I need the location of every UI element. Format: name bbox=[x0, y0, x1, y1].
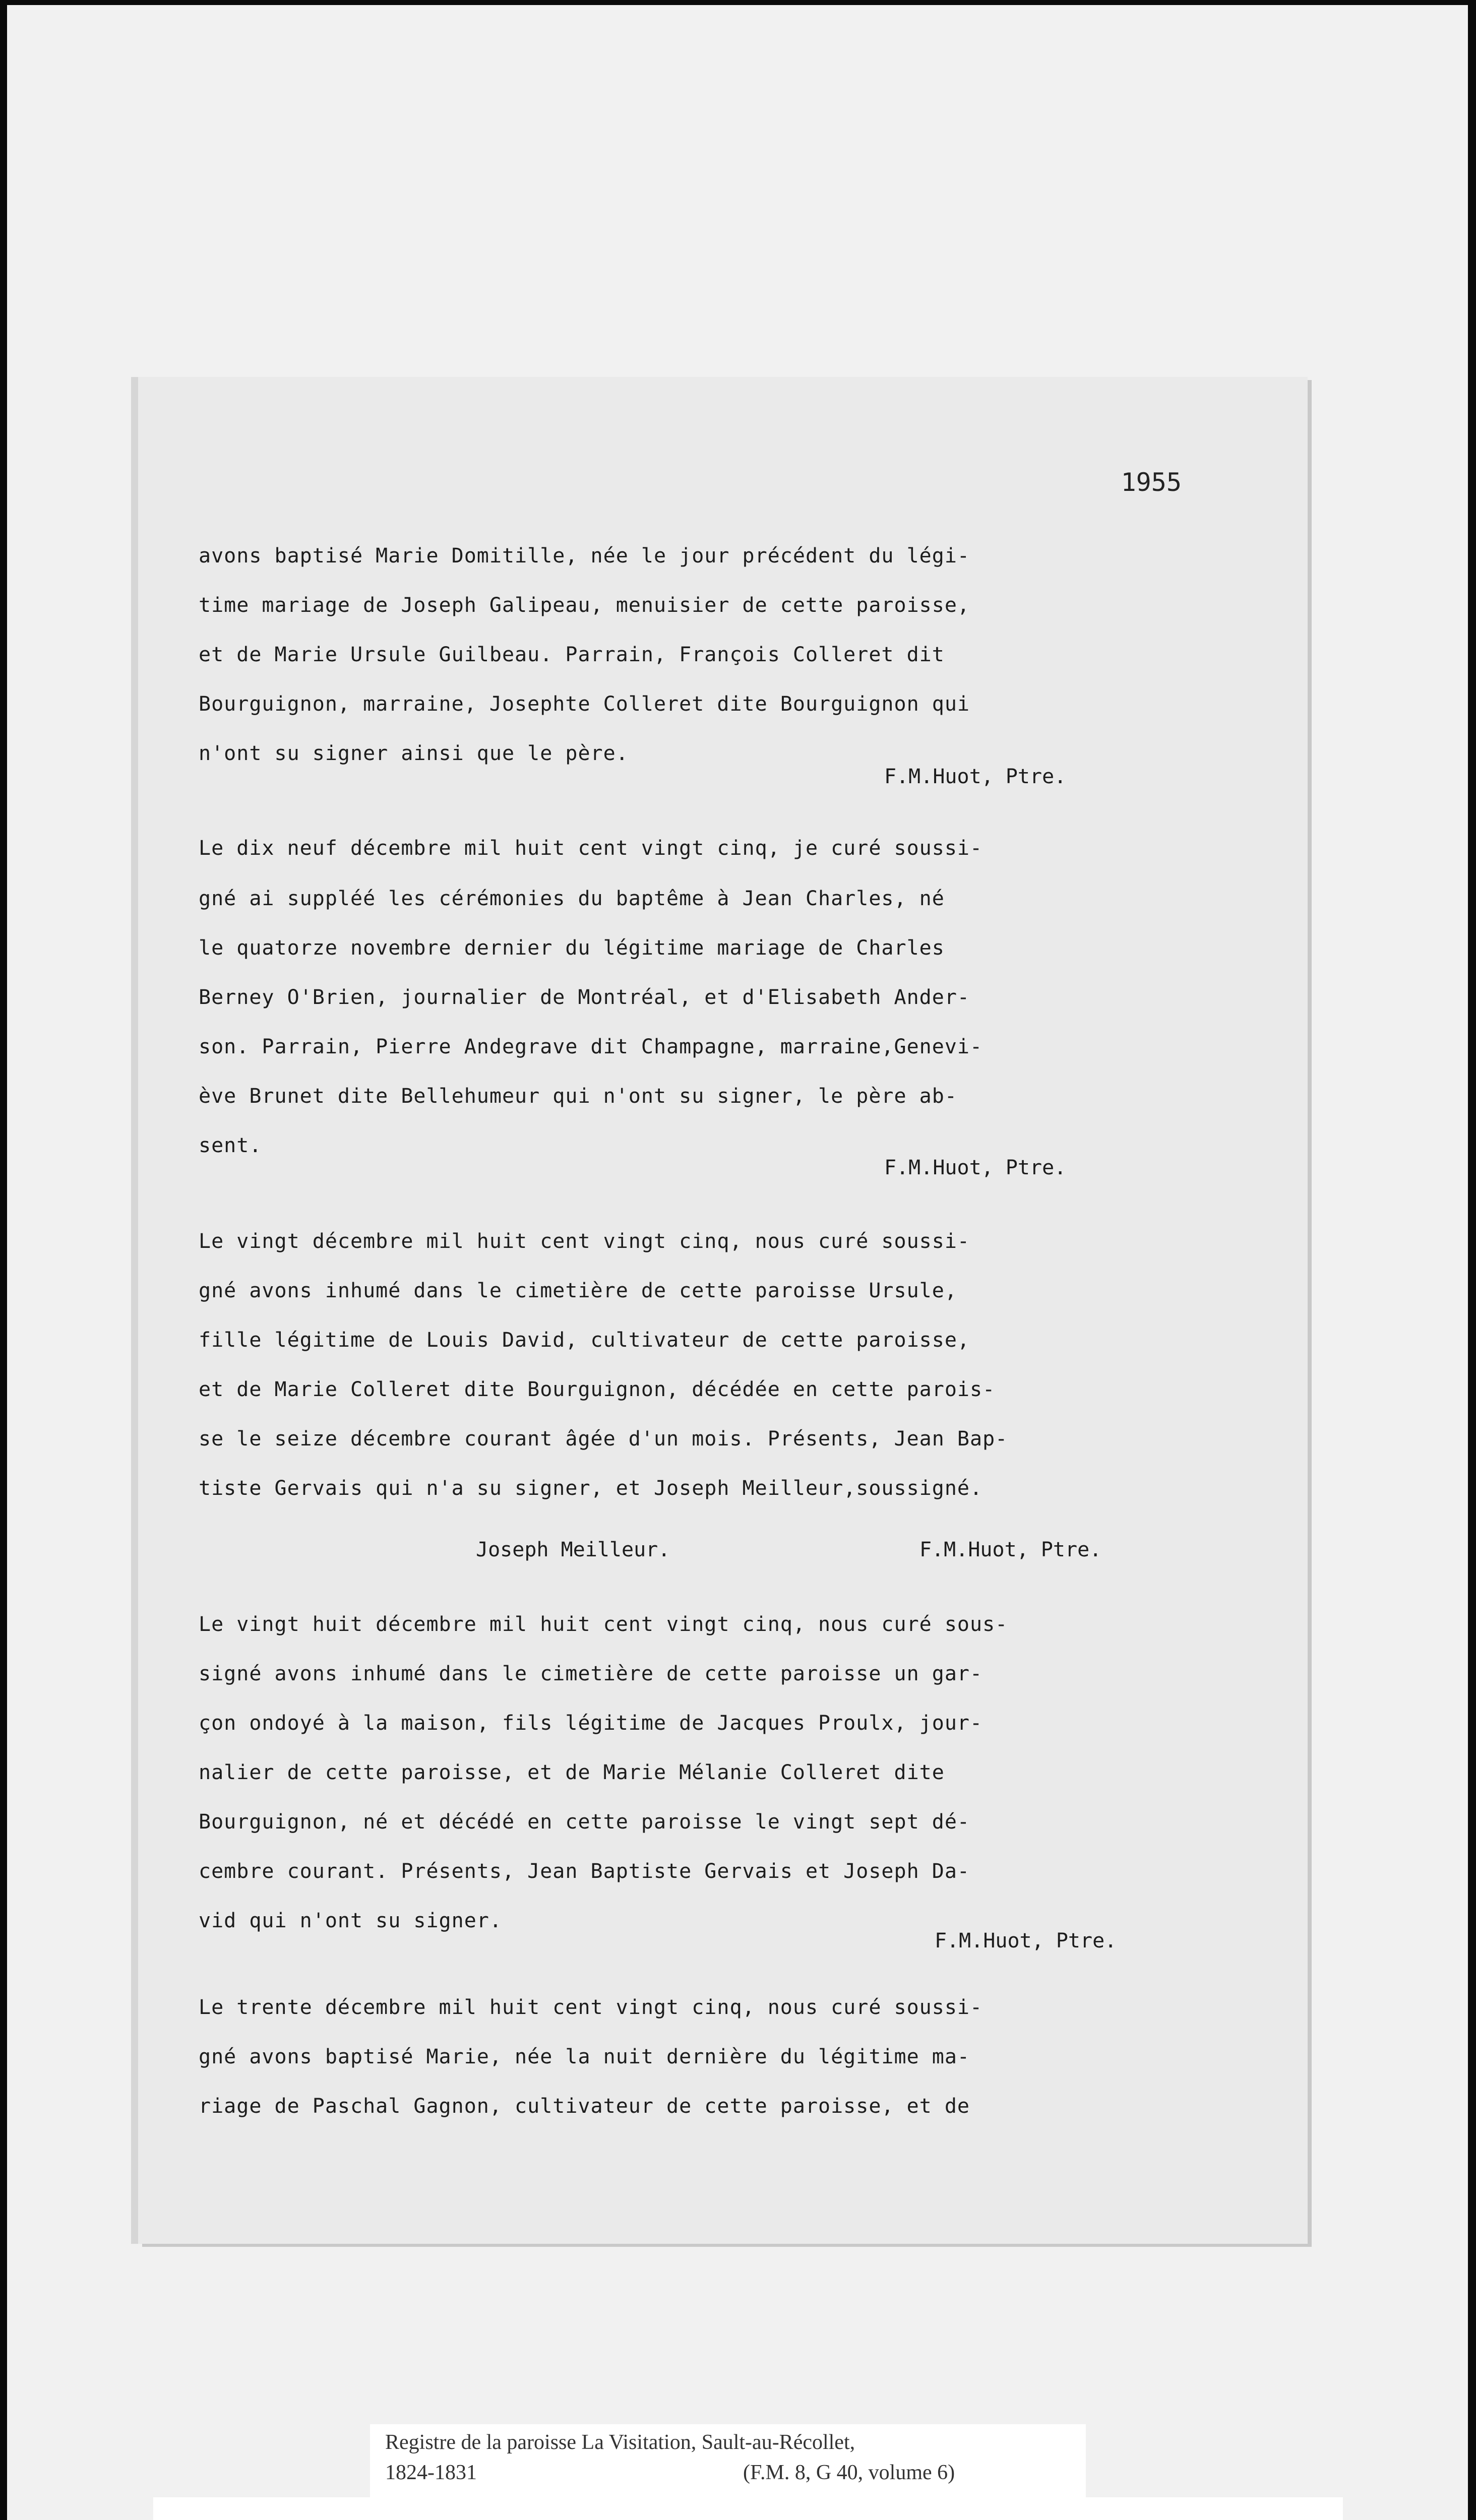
text-line: Bourguignon, marraine, Josephte Colleret dite Bourguignon qui bbox=[199, 692, 970, 716]
microfilm-frame bbox=[7, 5, 1468, 2520]
text-line: Le vingt décembre mil huit cent vingt cinq, nous curé soussi- bbox=[199, 1230, 970, 1253]
text-line: avons baptisé Marie Domitille, née le jour précédent du légi- bbox=[199, 544, 970, 568]
text-line: tiste Gervais qui n'a su signer, et Joseph Meilleur,soussigné. bbox=[199, 1477, 983, 1500]
signature-priest: F.M.Huot, Ptre. bbox=[919, 1538, 1102, 1561]
text-line: Le vingt huit décembre mil huit cent vingt cinq, nous curé sous- bbox=[199, 1613, 1008, 1636]
text-line: ève Brunet dite Bellehumeur qui n'ont su signer, le père ab- bbox=[199, 1085, 957, 1108]
signature-witness: Joseph Meilleur. bbox=[476, 1538, 670, 1561]
text-line: time mariage de Joseph Galipeau, menuisier de cette paroisse, bbox=[199, 594, 970, 617]
text-line: nalier de cette paroisse, et de Marie Mélanie Colleret dite bbox=[199, 1761, 945, 1784]
caption-label bbox=[370, 2424, 1086, 2500]
text-line: vid qui n'ont su signer. bbox=[199, 1909, 502, 1932]
text-line: Le dix neuf décembre mil huit cent vingt cinq, je curé soussi- bbox=[199, 837, 983, 860]
signature-priest: F.M.Huot, Ptre. bbox=[884, 765, 1067, 788]
text-line: n'ont su signer ainsi que le père. bbox=[199, 742, 629, 765]
text-line: cembre courant. Présents, Jean Baptiste Gervais et Joseph Da- bbox=[199, 1860, 970, 1883]
text-line: et de Marie Ursule Guilbeau. Parrain, François Colleret dit bbox=[199, 643, 945, 666]
text-line: son. Parrain, Pierre Andegrave dit Champagne, marraine,Genevi- bbox=[199, 1035, 983, 1058]
text-line: fille légitime de Louis David, cultivateur de cette paroisse, bbox=[199, 1329, 970, 1352]
text-line: çon ondoyé à la maison, fils légitime de Jacques Proulx, jour- bbox=[199, 1712, 983, 1735]
text-line: riage de Paschal Gagnon, cultivateur de cette paroisse, et de bbox=[199, 2095, 970, 2118]
text-line: se le seize décembre courant âgée d'un mois. Présents, Jean Bap- bbox=[199, 1427, 1008, 1451]
text-line: le quatorze novembre dernier du légitime mariage de Charles bbox=[199, 936, 945, 960]
caption-years: 1824-1831 bbox=[385, 2461, 477, 2484]
text-line: Berney O'Brien, journalier de Montréal, et d'Elisabeth Ander- bbox=[199, 986, 970, 1009]
text-line: signé avons inhumé dans le cimetière de cette paroisse un gar- bbox=[199, 1662, 983, 1685]
caption-reference: (F.M. 8, G 40, volume 6) bbox=[743, 2461, 955, 2484]
page-number: 1955 bbox=[1121, 468, 1182, 497]
text-line: gné ai suppléé les cérémonies du baptême à Jean Charles, né bbox=[199, 887, 945, 910]
text-line: gné avons inhumé dans le cimetière de cette paroisse Ursule, bbox=[199, 1279, 957, 1302]
archives-stamp bbox=[153, 2497, 1343, 2520]
text-line: Le trente décembre mil huit cent vingt cinq, nous curé soussi- bbox=[199, 1996, 983, 2019]
text-line: Bourguignon, né et décédé en cette paroisse le vingt sept dé- bbox=[199, 1810, 970, 1834]
signature-priest: F.M.Huot, Ptre. bbox=[884, 1156, 1067, 1179]
signature-priest: F.M.Huot, Ptre. bbox=[935, 1929, 1117, 1952]
text-line: gné avons baptisé Marie, née la nuit dernière du légitime ma- bbox=[199, 2045, 970, 2068]
caption-title: Registre de la paroisse La Visitation, Sault-au-Récollet, bbox=[385, 2431, 855, 2454]
text-line: et de Marie Colleret dite Bourguignon, décédée en cette parois- bbox=[199, 1378, 996, 1401]
text-line: sent. bbox=[199, 1134, 262, 1157]
